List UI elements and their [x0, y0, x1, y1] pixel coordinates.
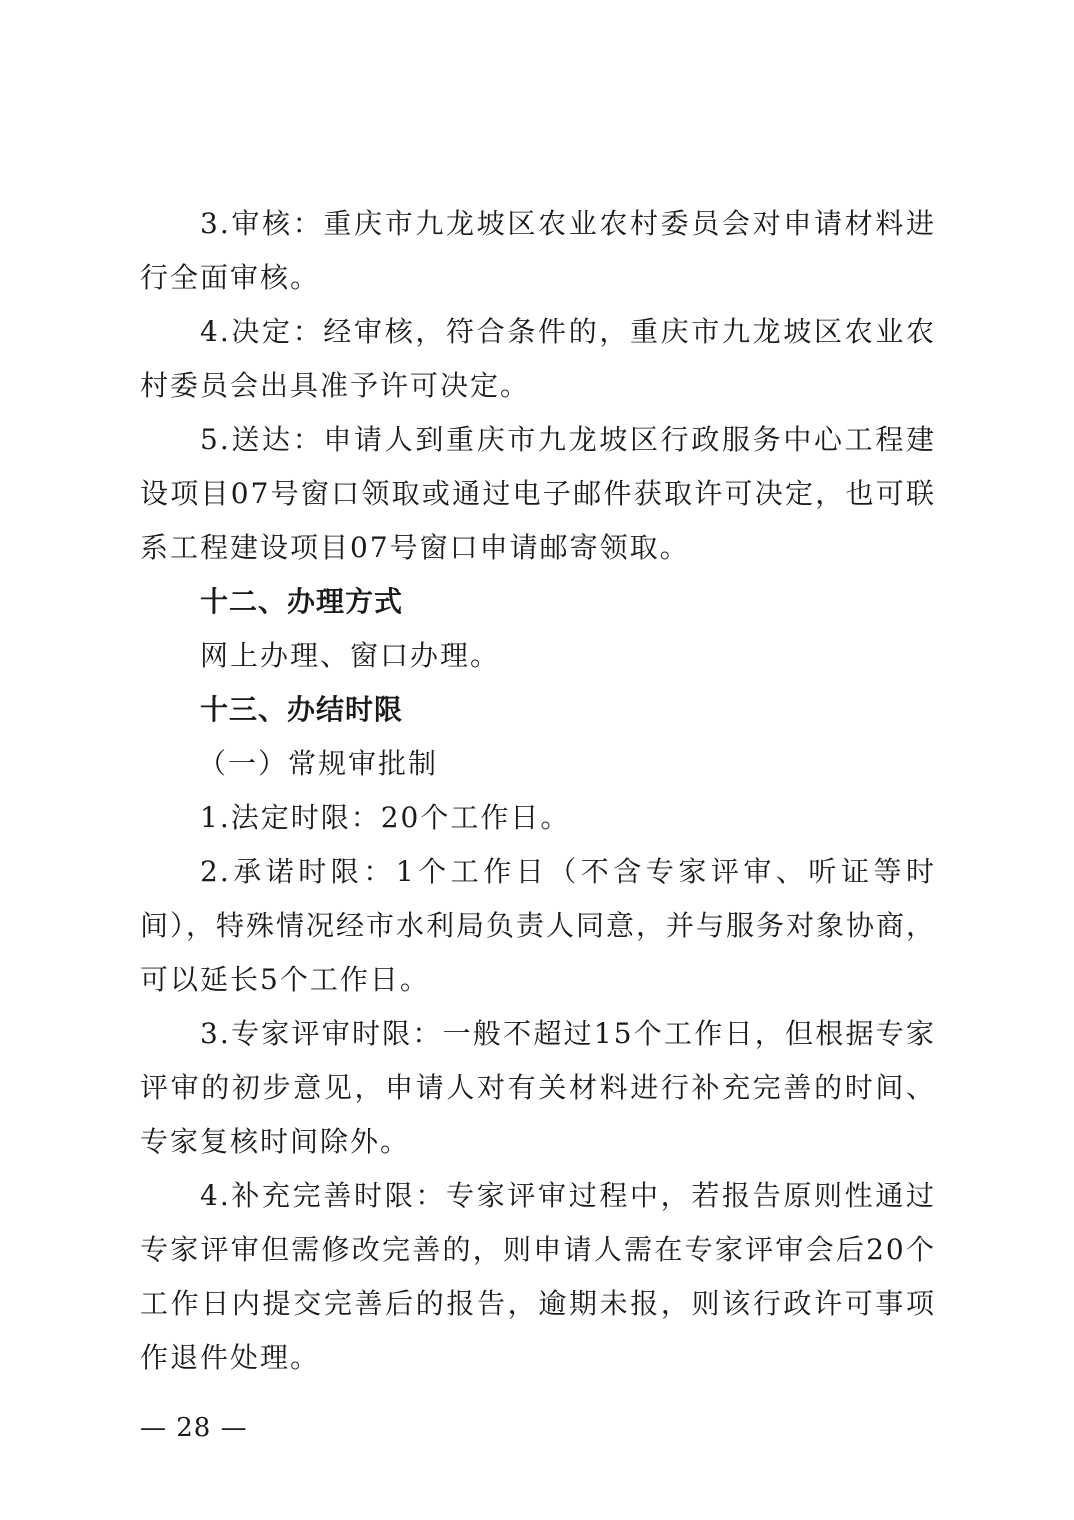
document-body [140, 197, 936, 1385]
paragraph-legal-time-limit: 1.法定时限：20个工作日。 [200, 801, 571, 834]
subsection-heading-regular-approval: （一）常规审批制 [198, 747, 439, 780]
paragraph-supplement-limit: 4.补充完善时限：专家评审过程中，若报告原则性通过专家评审但需修改完善的，则申请人需在专家评审会后20个工作日内提交完善后的报告，逾期未报，则该行政许可事项作退件处理。 [140, 1179, 936, 1374]
section-heading-time-limit: 十三、办结时限 [200, 693, 404, 726]
paragraph-review: 3.审核：重庆市九龙坡区农业农村委员会对申请材料进行全面审核。 [140, 207, 936, 294]
page-number: — 28 — [140, 1413, 248, 1443]
paragraph-promised-time-limit: 2.承诺时限：1个工作日（不含专家评审、听证等时间），特殊情况经市水利局负责人同意，并与服务对象协商，可以延长5个工作日。 [140, 855, 937, 996]
paragraph-decision: 4.决定：经审核，符合条件的，重庆市九龙坡区农业农村委员会出具准予许可决定。 [140, 315, 936, 402]
section-heading-processing-method: 十二、办理方式 [200, 585, 404, 618]
paragraph-expert-review-limit: 3.专家评审时限：一般不超过15个工作日，但根据专家评审的初步意见，申请人对有关材料进行补充完善的时间、专家复核时间除外。 [140, 1017, 936, 1158]
paragraph-processing-method: 网上办理、窗口办理。 [200, 639, 501, 672]
paragraph-delivery: 5.送达：申请人到重庆市九龙坡区行政服务中心工程建设项目07号窗口领取或通过电子邮件获取许可决定，也可联系工程建设项目07号窗口申请邮寄领取。 [140, 423, 936, 564]
